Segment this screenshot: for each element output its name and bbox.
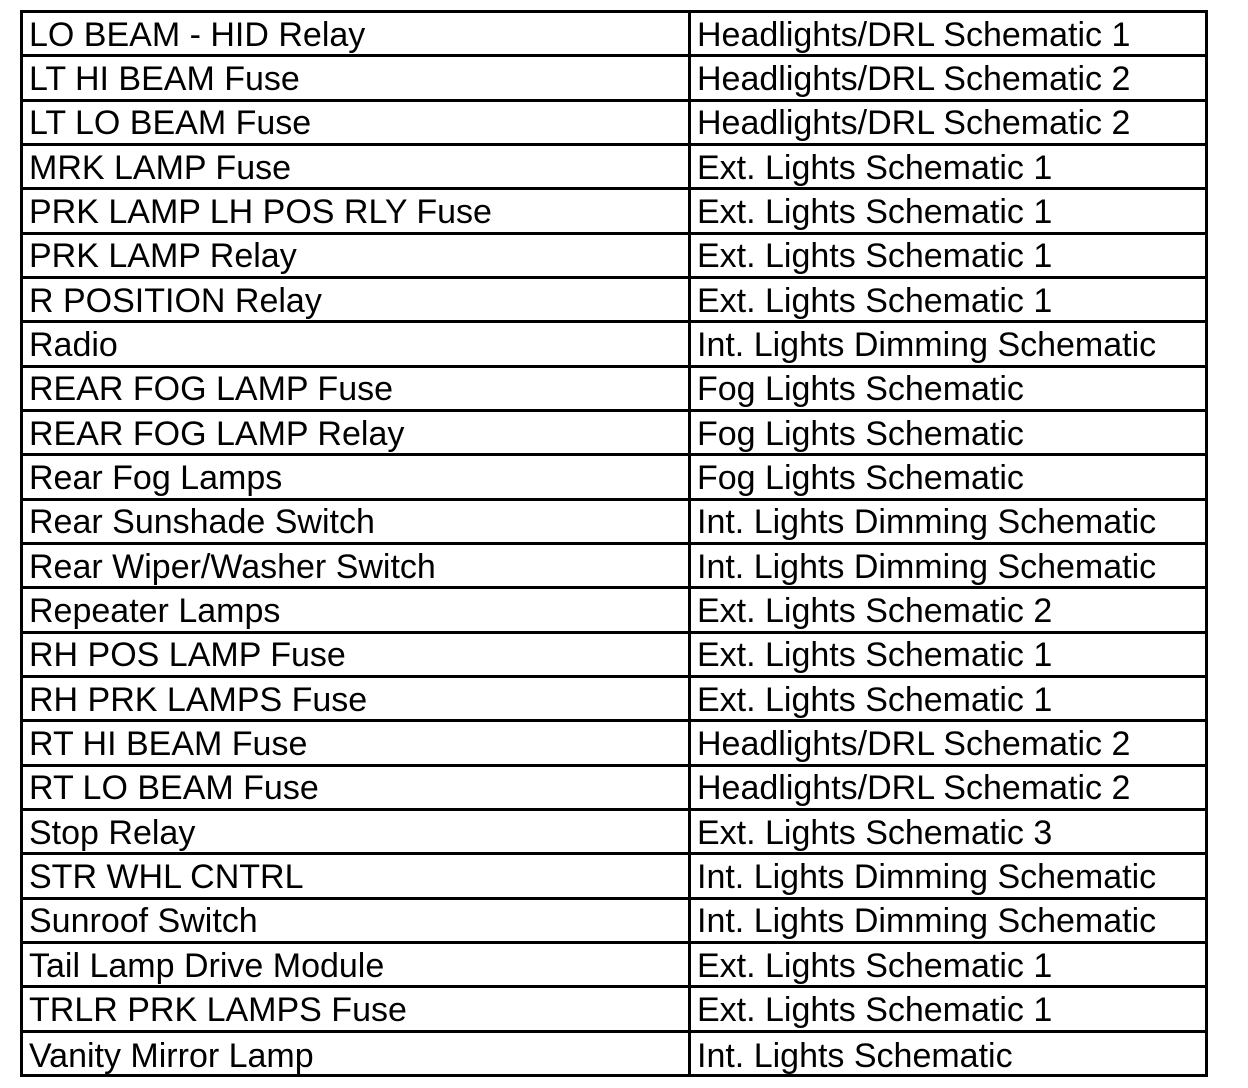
- component-cell: PRK LAMP Relay: [23, 235, 691, 276]
- schematic-reference-cell: Ext. Lights Schematic 1: [697, 680, 1053, 719]
- table-row: [23, 722, 1205, 766]
- component-cell: Repeater Lamps: [23, 589, 691, 630]
- schematic-reference-cell: Ext. Lights Schematic 1: [697, 636, 1053, 675]
- table-row: [23, 146, 1205, 190]
- table-row: [23, 589, 1205, 633]
- table-row: [23, 102, 1205, 146]
- component-cell: TRLR PRK LAMPS Fuse: [23, 988, 691, 1029]
- table-row: [23, 412, 1205, 456]
- component-cell: LT HI BEAM Fuse: [23, 57, 691, 98]
- table-row: [23, 501, 1205, 545]
- schematic-reference-cell: Headlights/DRL Schematic 2: [697, 724, 1131, 763]
- schematic-reference-cell: Headlights/DRL Schematic 2: [697, 769, 1131, 808]
- component-cell: LT LO BEAM Fuse: [23, 102, 691, 143]
- schematic-reference-cell: Int. Lights Dimming Schematic: [697, 902, 1157, 941]
- table-row: [23, 368, 1205, 412]
- schematic-reference-cell: Ext. Lights Schematic 1: [697, 946, 1053, 985]
- component-reference-table: [20, 10, 1208, 1077]
- component-cell: MRK LAMP Fuse: [23, 146, 691, 187]
- component-cell: Sunroof Switch: [23, 900, 691, 941]
- component-cell: Tail Lamp Drive Module: [23, 944, 691, 985]
- table-row: [23, 545, 1205, 589]
- schematic-reference-cell: Ext. Lights Schematic 2: [697, 591, 1053, 630]
- table-row: [23, 1033, 1205, 1077]
- schematic-reference-cell: Int. Lights Dimming Schematic: [697, 503, 1157, 542]
- component-cell: Vanity Mirror Lamp: [23, 1033, 691, 1077]
- table-row: [23, 57, 1205, 101]
- table-row: [23, 767, 1205, 811]
- component-cell: Stop Relay: [23, 811, 691, 852]
- component-cell: Rear Wiper/Washer Switch: [23, 545, 691, 586]
- component-cell: R POSITION Relay: [23, 279, 691, 320]
- component-cell: RH POS LAMP Fuse: [23, 634, 691, 675]
- component-cell: PRK LAMP LH POS RLY Fuse: [23, 190, 691, 231]
- component-cell: REAR FOG LAMP Fuse: [23, 368, 691, 409]
- table-row: [23, 235, 1205, 279]
- schematic-reference-cell: Headlights/DRL Schematic 2: [697, 104, 1131, 143]
- table-row: [23, 988, 1205, 1032]
- schematic-reference-cell: Ext. Lights Schematic 3: [697, 813, 1053, 852]
- table-row: [23, 190, 1205, 234]
- schematic-reference-cell: Ext. Lights Schematic 1: [697, 237, 1053, 276]
- table-row: [23, 13, 1205, 57]
- schematic-reference-cell: Headlights/DRL Schematic 2: [697, 59, 1131, 98]
- component-cell: Rear Sunshade Switch: [23, 501, 691, 542]
- component-cell: RH PRK LAMPS Fuse: [23, 678, 691, 719]
- schematic-reference-cell: Fog Lights Schematic: [697, 458, 1024, 497]
- table-row: [23, 678, 1205, 722]
- component-cell: REAR FOG LAMP Relay: [23, 412, 691, 453]
- schematic-reference-cell: Int. Lights Dimming Schematic: [697, 857, 1157, 896]
- schematic-reference-cell: Headlights/DRL Schematic 1: [697, 15, 1131, 54]
- component-cell: STR WHL CNTRL: [23, 855, 691, 896]
- table-row: [23, 456, 1205, 500]
- table-row: [23, 279, 1205, 323]
- component-cell: LO BEAM - HID Relay: [23, 13, 691, 54]
- schematic-reference-cell: Int. Lights Schematic: [697, 1036, 1013, 1075]
- schematic-reference-cell: Ext. Lights Schematic 1: [697, 990, 1053, 1029]
- table-row: [23, 811, 1205, 855]
- schematic-reference-cell: Int. Lights Dimming Schematic: [697, 325, 1157, 364]
- schematic-reference-cell: Ext. Lights Schematic 1: [697, 192, 1053, 231]
- schematic-reference-cell: Ext. Lights Schematic 1: [697, 281, 1053, 320]
- schematic-reference-cell: Fog Lights Schematic: [697, 414, 1024, 453]
- component-cell: RT HI BEAM Fuse: [23, 722, 691, 763]
- schematic-reference-cell: Ext. Lights Schematic 1: [697, 148, 1053, 187]
- schematic-reference-cell: Fog Lights Schematic: [697, 370, 1024, 409]
- table-row: [23, 944, 1205, 988]
- component-cell: Radio: [23, 323, 691, 364]
- schematic-reference-cell: Int. Lights Dimming Schematic: [697, 547, 1157, 586]
- table-row: [23, 634, 1205, 678]
- component-cell: Rear Fog Lamps: [23, 456, 691, 497]
- component-cell: RT LO BEAM Fuse: [23, 767, 691, 808]
- table-row: [23, 855, 1205, 899]
- table-row: [23, 900, 1205, 944]
- table-row: [23, 323, 1205, 367]
